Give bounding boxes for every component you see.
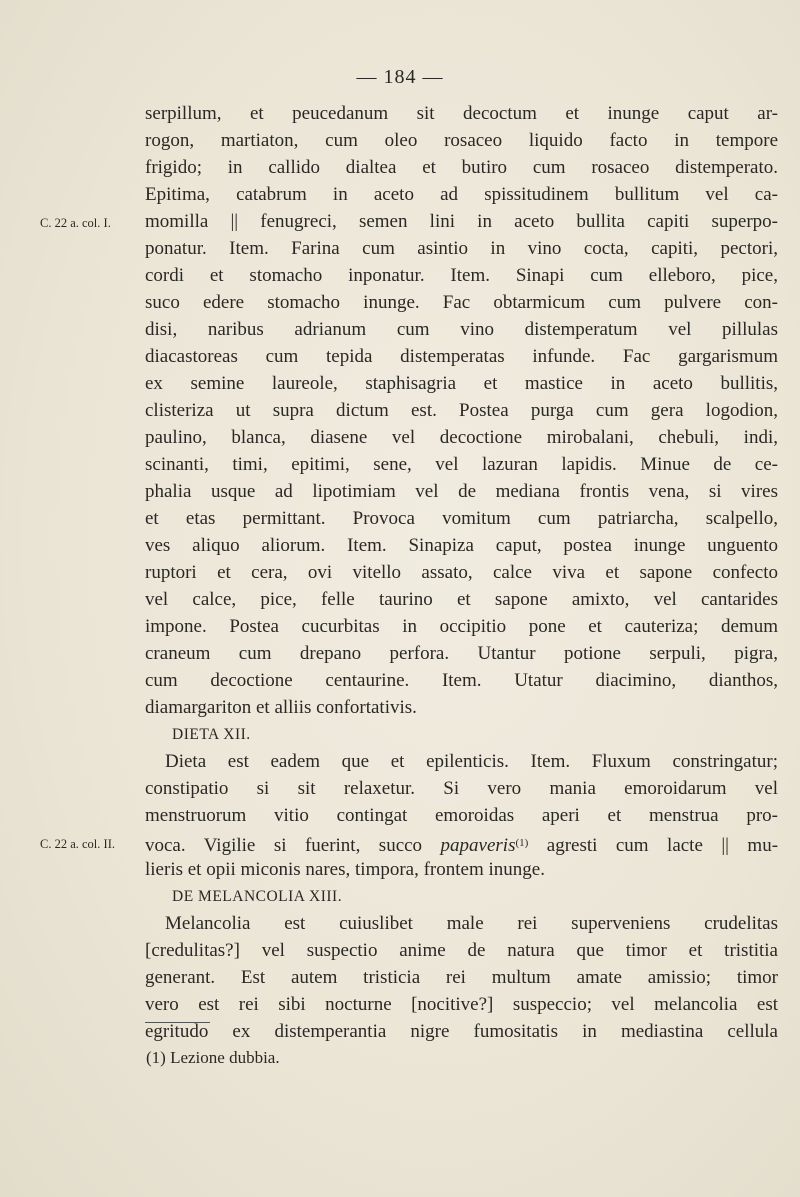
text-line: constipatio si sit relaxetur. Si vero mania emoroidarum vel (145, 778, 778, 799)
text-line: menstruorum vitio contingat emoroidas aperi et menstrua pro- (145, 805, 778, 826)
text-line: Epitima, catabrum in aceto ad spissitudinem bullitum vel ca- (145, 184, 778, 205)
text-line: clisteriza ut supra dictum est. Postea purga cum gera logodion, (145, 400, 778, 421)
italic-word: papaveris (440, 835, 516, 856)
page-number: — 184 — (356, 66, 444, 88)
text-line-with-footnote-ref (145, 830, 778, 856)
section-heading: DE MELANCOLIA XIII. (172, 888, 343, 905)
margin-note: C. 22 a. col. II. (40, 837, 115, 851)
text-line: disi, naribus adrianum cum vino distemperatum vel pillulas (145, 319, 778, 340)
text-line: generant. Est autem tristicia rei multum amate amissio; timor (145, 967, 778, 988)
section-heading: DIETA XII. (172, 726, 251, 743)
text-line: frigido; in callido dialtea et butiro cum rosaceo distemperato. (145, 157, 778, 178)
text-line: Dieta est eadem que et epilenticis. Item. Fluxum constringatur; (165, 751, 778, 772)
text-line: impone. Postea cucurbitas in occipitio pone et cauteriza; demum (145, 616, 778, 637)
text-line: et etas permittant. Provoca vomitum cum patriarcha, scalpello, (145, 508, 778, 529)
text-segment: agresti cum lacte || mu- (546, 835, 779, 856)
text-line: vero est rei sibi nocturne [nocitive?] suspeccio; vel melancolia est (145, 994, 778, 1015)
text-line: scinanti, timi, epitimi, sene, vel lazuran lapidis. Minue de ce- (145, 454, 778, 475)
footnote: (1) Lezione dubbia. (146, 1048, 280, 1067)
text-line: craneum cum drepano perfora. Utantur potione serpuli, pigra, (145, 643, 778, 664)
text-line: [credulitas?] vel suspectio anime de natura que timor et tristitia (145, 940, 778, 961)
text-line: Melancolia est cuiuslibet male rei superveniens crudelitas (165, 913, 778, 934)
text-line: cordi et stomacho inponatur. Item. Sinapi cum elleboro, pice, (145, 265, 778, 286)
text-line: diamargariton et alliis confortativis. (145, 697, 417, 718)
text-line: phalia usque ad lipotimiam vel de mediana frontis vena, si vires (145, 481, 778, 502)
text-line: momilla || fenugreci, semen lini in aceto bullita capiti superpo- (145, 211, 778, 232)
text-line: suco edere stomacho inunge. Fac obtarmicum cum pulvere con- (145, 292, 778, 313)
text-line: ex semine laureole, staphisagria et mastice in aceto bullitis, (145, 373, 778, 394)
text-line: ponatur. Item. Farina cum asintio in vino cocta, capiti, pectori, (145, 238, 778, 259)
text-line: ruptori et cera, ovi vitello assato, calce viva et sapone confecto (145, 562, 778, 583)
text-line: lieris et opii miconis nares, timpora, frontem inunge. (145, 859, 545, 880)
text-line: egritudo ex distemperantia nigre fumositatis in mediastina cellula (145, 1021, 778, 1042)
text-line: cum decoctione centaurine. Item. Utatur diacimino, dianthos, (145, 670, 778, 691)
text-line: serpillum, et peucedanum sit decoctum et inunge caput ar- (145, 103, 778, 124)
text-line: ves aliquo aliorum. Item. Sinapiza caput, postea inunge unguento (145, 535, 778, 556)
text-segment: voca. Vigilie si fuerint, succo (145, 835, 423, 856)
text-line: paulino, blanca, diasene vel decoctione mirobalani, chebuli, indi, (145, 427, 778, 448)
text-line: vel calce, pice, felle taurino et sapone amixto, vel cantarides (145, 589, 778, 610)
text-line: rogon, martiaton, cum oleo rosaceo liquido facto in tempore (145, 130, 778, 151)
text-line: diacastoreas cum tepida distemperatas infunde. Fac gargarismum (145, 346, 778, 367)
footnote-rule (145, 1022, 210, 1023)
footnote-ref: (1) (515, 837, 529, 849)
margin-note: C. 22 a. col. I. (40, 216, 111, 230)
